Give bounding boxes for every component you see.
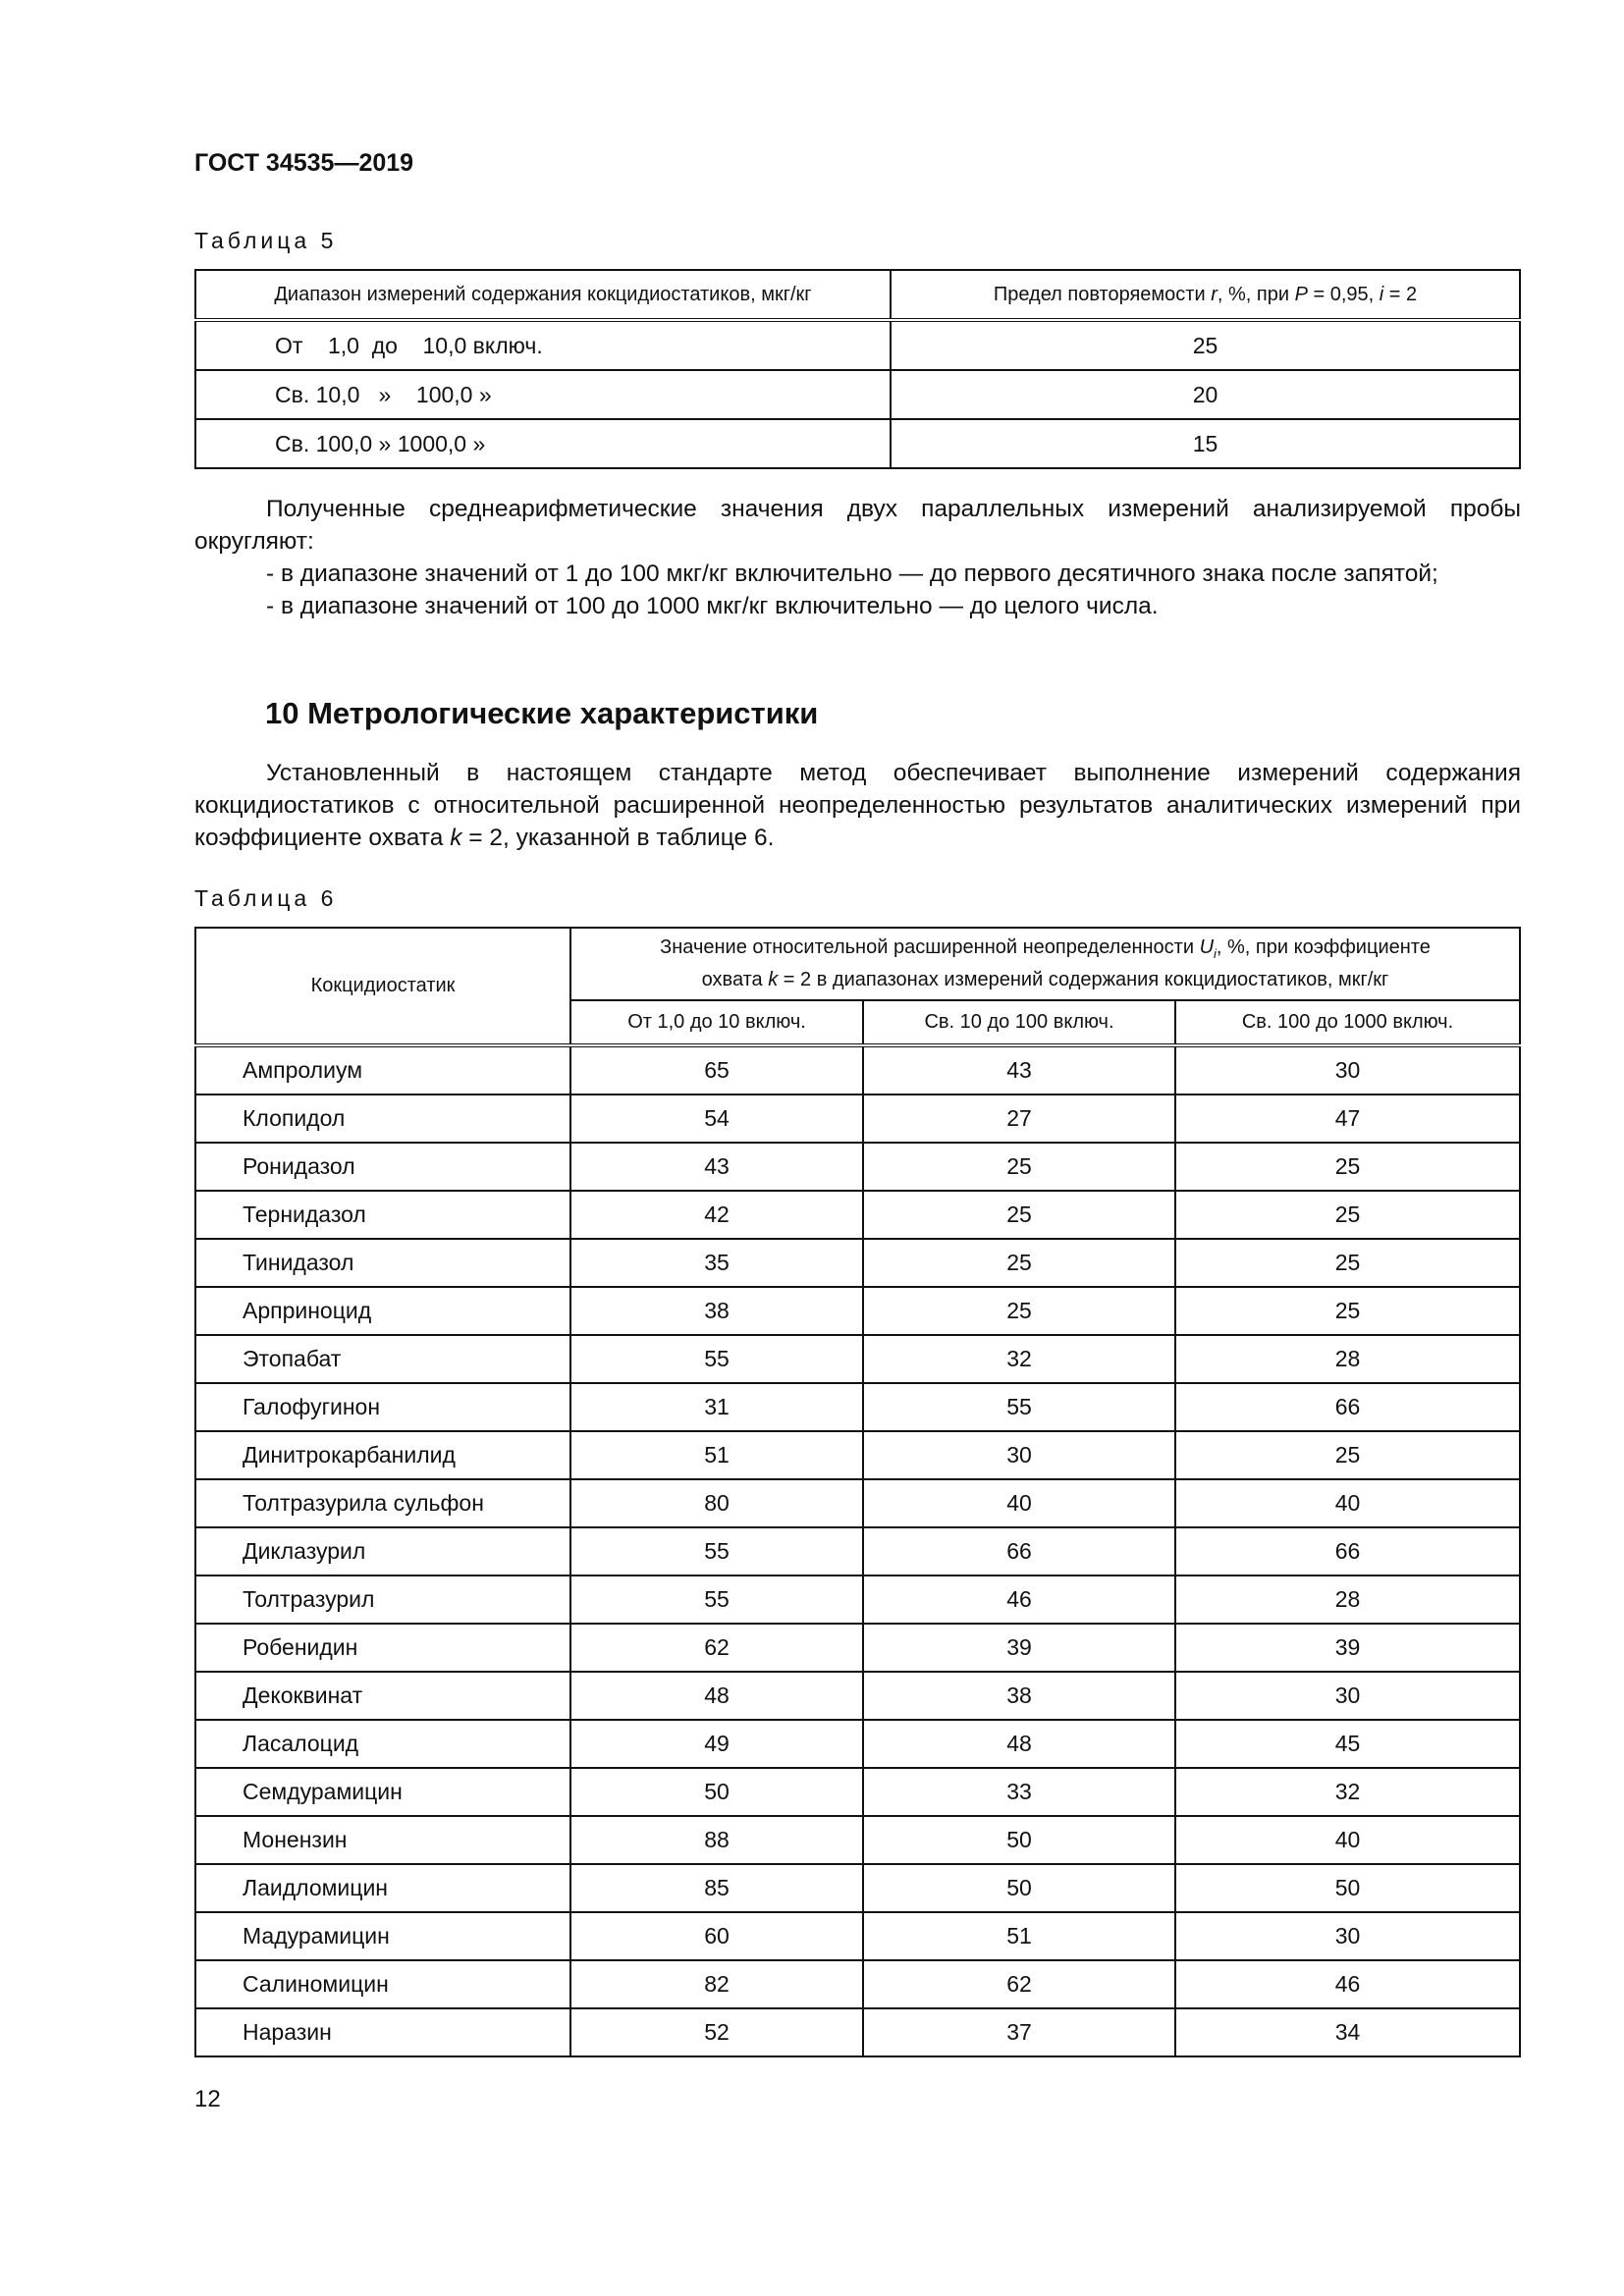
table-row [195, 1575, 1520, 1624]
table-row [195, 1191, 1520, 1239]
table-row [195, 1768, 1520, 1816]
table-row [195, 1045, 1520, 1095]
table5 [194, 269, 1521, 469]
range-1-cell: 80 [570, 1479, 863, 1527]
table-row [195, 1912, 1520, 1960]
page-number: 12 [194, 2086, 221, 2112]
range-1-cell: 55 [570, 1575, 863, 1624]
range-1-cell: 52 [570, 2008, 863, 2056]
coccidiostat-name-cell: Клопидол [195, 1095, 570, 1143]
paragraph-line: - в диапазоне значений от 100 до 1000 мкг/кг включительно — до целого числа. [266, 593, 1159, 619]
paragraph-line: - в диапазоне значений от 1 до 100 мкг/кг включительно — до первого десятичного знака после запятой; [266, 561, 1438, 587]
range-1-cell: 65 [570, 1045, 863, 1095]
coccidiostat-name-cell: Толтразурил [195, 1575, 570, 1624]
range-3-cell: 66 [1175, 1383, 1520, 1431]
range-3-cell: 40 [1175, 1479, 1520, 1527]
range-3-cell: 47 [1175, 1095, 1520, 1143]
range-2-cell: 55 [863, 1383, 1175, 1431]
range-2-cell: 66 [863, 1527, 1175, 1575]
table5-header-limit: Предел повторяемости r, %, при P = 0,95, i = 2 [891, 270, 1520, 320]
range-3-cell: 39 [1175, 1624, 1520, 1672]
range-2-cell: 39 [863, 1624, 1175, 1672]
table-row [195, 1095, 1520, 1143]
section-heading: 10 Метрологические характеристики [265, 696, 819, 730]
range-3-cell: 66 [1175, 1527, 1520, 1575]
table-row [195, 1335, 1520, 1383]
document-header: ГОСТ 34535—2019 [194, 149, 414, 177]
range-3-cell: 30 [1175, 1672, 1520, 1720]
range-2-cell: 46 [863, 1575, 1175, 1624]
table-row [195, 1864, 1520, 1912]
range-2-cell: 37 [863, 2008, 1175, 2056]
coccidiostat-name-cell: Лаидломицин [195, 1864, 570, 1912]
coccidiostat-name-cell: Толтразурила сульфон [195, 1479, 570, 1527]
coccidiostat-name-cell: Наразин [195, 2008, 570, 2056]
coccidiostat-name-cell: Арприноцид [195, 1287, 570, 1335]
rounding-paragraph [194, 493, 1521, 622]
range-1-cell: 35 [570, 1239, 863, 1287]
repeatability-limit-cell: 25 [891, 320, 1520, 370]
table-row [195, 1527, 1520, 1575]
range-2-cell: 51 [863, 1912, 1175, 1960]
coccidiostat-name-cell: Этопабат [195, 1335, 570, 1383]
range-1-cell: 51 [570, 1431, 863, 1479]
table-row [195, 1960, 1520, 2008]
range-2-cell: 38 [863, 1672, 1175, 1720]
section-text: Установленный в настоящем стандарте метод обеспечивает выполнение измерений содержания кокцидиостатиков с относительной расширенной неопределенностью результатов аналитических измерений при коэффициенте охвата k = 2, указанной в таблице 6. [194, 760, 1521, 851]
range-1-cell: 38 [570, 1287, 863, 1335]
range-cell: Св. 100,0 » 1000,0 » [195, 419, 891, 468]
range-2-cell: 27 [863, 1095, 1175, 1143]
paragraph-line: Полученные среднеарифметические значения двух параллельных измерений анализируемой пробы округляют: [194, 496, 1521, 555]
range-cell: Св. 10,0 » 100,0 » [195, 370, 891, 419]
coccidiostat-name-cell: Мадурамицин [195, 1912, 570, 1960]
range-2-cell: 25 [863, 1239, 1175, 1287]
range-3-cell: 32 [1175, 1768, 1520, 1816]
range-1-cell: 85 [570, 1864, 863, 1912]
range-3-cell: 25 [1175, 1431, 1520, 1479]
range-2-cell: 30 [863, 1431, 1175, 1479]
table-row [195, 1720, 1520, 1768]
table5-caption: Таблица 5 [194, 228, 338, 253]
table-row [195, 320, 1520, 370]
table-row [195, 1431, 1520, 1479]
range-1-cell: 54 [570, 1095, 863, 1143]
range-1-cell: 48 [570, 1672, 863, 1720]
range-3-cell: 30 [1175, 1045, 1520, 1095]
table-row [195, 1239, 1520, 1287]
table5-header-range: Диапазон измерений содержания кокцидиостатиков, мкг/кг [195, 270, 891, 320]
coccidiostat-name-cell: Тернидазол [195, 1191, 570, 1239]
coccidiostat-name-cell: Робенидин [195, 1624, 570, 1672]
table-row [195, 370, 1520, 419]
range-3-cell: 25 [1175, 1287, 1520, 1335]
range-1-cell: 60 [570, 1912, 863, 1960]
range-3-cell: 46 [1175, 1960, 1520, 2008]
table6-header-coccidiostat: Кокцидиостатик [195, 928, 570, 1045]
range-cell: От 1,0 до 10,0 включ. [195, 320, 891, 370]
range-2-cell: 48 [863, 1720, 1175, 1768]
table-row [195, 419, 1520, 468]
range-2-cell: 50 [863, 1816, 1175, 1864]
table-row [195, 1143, 1520, 1191]
range-1-cell: 31 [570, 1383, 863, 1431]
range-3-cell: 50 [1175, 1864, 1520, 1912]
coccidiostat-name-cell: Диклазурил [195, 1527, 570, 1575]
table6 [194, 927, 1521, 2057]
table-row [195, 2008, 1520, 2056]
range-3-cell: 25 [1175, 1239, 1520, 1287]
table-row [195, 1816, 1520, 1864]
table-row [195, 1383, 1520, 1431]
range-3-cell: 30 [1175, 1912, 1520, 1960]
range-3-cell: 25 [1175, 1143, 1520, 1191]
table-row [195, 1287, 1520, 1335]
range-1-cell: 55 [570, 1335, 863, 1383]
range-1-cell: 49 [570, 1720, 863, 1768]
table6-subheader: Св. 100 до 1000 включ. [1175, 1000, 1520, 1045]
repeatability-limit-cell: 15 [891, 419, 1520, 468]
range-2-cell: 33 [863, 1768, 1175, 1816]
table-row [195, 1479, 1520, 1527]
range-3-cell: 25 [1175, 1191, 1520, 1239]
table6-group-header: Значение относительной расширенной неопределенности $U_i$, %, при коэффициенте охвата k = 2 в диапазонах измерений содержания кокцидиостатиков, мкг/кг [570, 928, 1520, 1000]
range-1-cell: 62 [570, 1624, 863, 1672]
range-2-cell: 32 [863, 1335, 1175, 1383]
range-2-cell: 25 [863, 1143, 1175, 1191]
table-row [195, 1624, 1520, 1672]
range-3-cell: 28 [1175, 1335, 1520, 1383]
range-1-cell: 88 [570, 1816, 863, 1864]
table6-caption: Таблица 6 [194, 885, 338, 911]
coccidiostat-name-cell: Монензин [195, 1816, 570, 1864]
coccidiostat-name-cell: Тинидазол [195, 1239, 570, 1287]
range-1-cell: 50 [570, 1768, 863, 1816]
coccidiostat-name-cell: Галофугинон [195, 1383, 570, 1431]
table-row [195, 1672, 1520, 1720]
range-3-cell: 40 [1175, 1816, 1520, 1864]
range-1-cell: 82 [570, 1960, 863, 2008]
range-3-cell: 45 [1175, 1720, 1520, 1768]
range-2-cell: 50 [863, 1864, 1175, 1912]
repeatability-limit-cell: 20 [891, 370, 1520, 419]
range-1-cell: 42 [570, 1191, 863, 1239]
range-1-cell: 43 [570, 1143, 863, 1191]
coccidiostat-name-cell: Ронидазол [195, 1143, 570, 1191]
coccidiostat-name-cell: Семдурамицин [195, 1768, 570, 1816]
range-3-cell: 28 [1175, 1575, 1520, 1624]
section-paragraph [194, 757, 1521, 854]
coccidiostat-name-cell: Салиномицин [195, 1960, 570, 2008]
range-2-cell: 62 [863, 1960, 1175, 2008]
coccidiostat-name-cell: Ласалоцид [195, 1720, 570, 1768]
range-2-cell: 25 [863, 1191, 1175, 1239]
range-2-cell: 40 [863, 1479, 1175, 1527]
range-3-cell: 34 [1175, 2008, 1520, 2056]
range-1-cell: 55 [570, 1527, 863, 1575]
range-2-cell: 43 [863, 1045, 1175, 1095]
table6-subheader: От 1,0 до 10 включ. [570, 1000, 863, 1045]
coccidiostat-name-cell: Динитрокарбанилид [195, 1431, 570, 1479]
table6-subheader: Св. 10 до 100 включ. [863, 1000, 1175, 1045]
coccidiostat-name-cell: Декоквинат [195, 1672, 570, 1720]
range-2-cell: 25 [863, 1287, 1175, 1335]
coccidiostat-name-cell: Ампролиум [195, 1045, 570, 1095]
